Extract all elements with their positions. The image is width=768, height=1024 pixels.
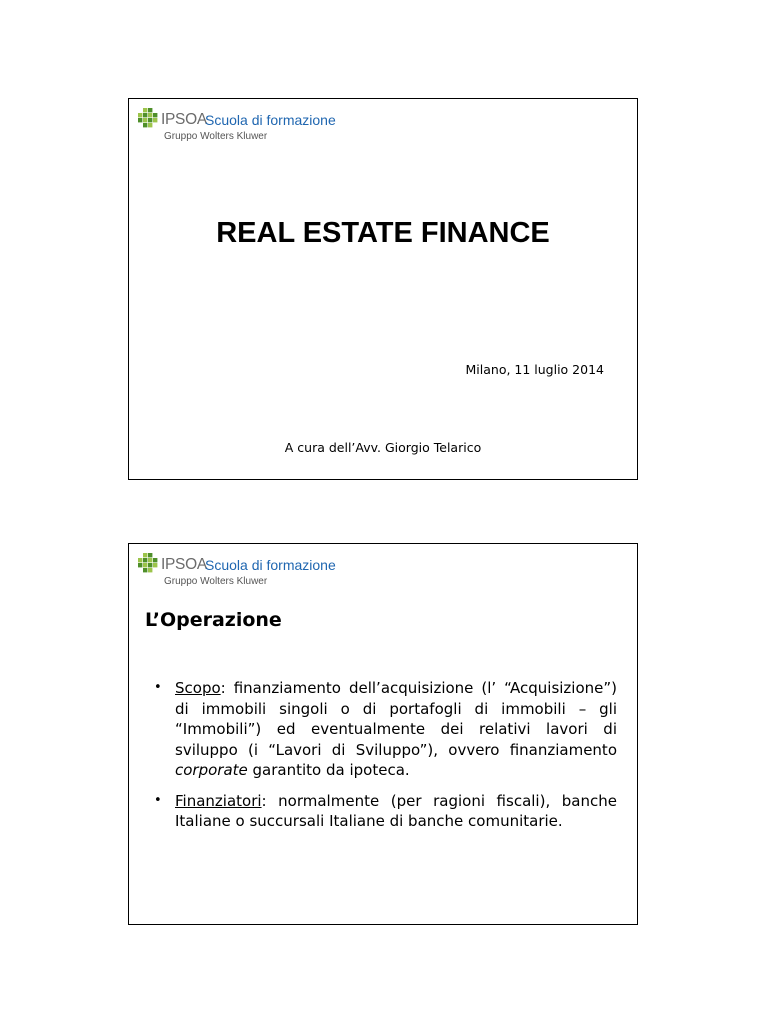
logo-mosaic-tile <box>148 118 152 122</box>
bullet-icon: • <box>154 792 162 808</box>
logo-mosaic-tile <box>143 568 147 572</box>
logo-mosaic-tile <box>138 113 142 117</box>
presentation-date: Milano, 11 luglio 2014 <box>465 362 604 377</box>
bullet-item-scopo <box>151 678 617 781</box>
presentation-author: A cura dell’Avv. Giorgio Telarico <box>284 440 482 455</box>
bullet-item-finanziatori <box>151 791 617 832</box>
wolters-kluwer-mark-icon <box>137 107 159 129</box>
slide-title-page <box>128 98 638 480</box>
logo-mosaic-tile <box>138 558 142 562</box>
bullet-text: : normalmente (per ragioni fiscali), banche Italiane o succursali Italiane di banche comunitarie. <box>175 791 617 830</box>
logo-subtitle: Scuola di formazione <box>205 557 336 573</box>
logo-mosaic-tile <box>138 563 142 567</box>
logo-group: Gruppo Wolters Kluwer <box>164 131 268 142</box>
bullet-text-end: garantito da ipoteca. <box>247 761 410 779</box>
logo-mosaic-tile <box>143 558 147 562</box>
logo-mosaic-tile <box>153 563 157 567</box>
logo-mosaic-tile <box>138 118 142 122</box>
logo-mosaic-tile <box>148 553 152 557</box>
logo-mosaic-tile <box>143 553 147 557</box>
logo-mosaic-tile <box>143 563 147 567</box>
logo-mosaic-tile <box>148 113 152 117</box>
bullet-icon: • <box>154 680 162 695</box>
bullet-term: Scopo <box>175 679 221 697</box>
logo-mosaic-tile <box>143 123 147 127</box>
logo-group: Gruppo Wolters Kluwer <box>164 576 268 587</box>
section-heading: L’Operazione <box>145 609 282 631</box>
logo-mosaic-tile <box>148 568 152 572</box>
logo-mosaic-tile <box>143 118 147 122</box>
presentation-title: REAL ESTATE FINANCE <box>216 217 550 249</box>
logo-mosaic-tile <box>148 123 152 127</box>
logo-subtitle: Scuola di formazione <box>205 112 336 128</box>
logo-mosaic-tile <box>153 558 157 562</box>
ipsoa-logo <box>137 107 337 143</box>
logo-mosaic-tile <box>153 113 157 117</box>
bullet-term: Finanziatori <box>175 791 262 810</box>
bullet-text: : finanziamento dell’acquisizione (l’ “Acquisizione”) di immobili singoli o di portafogli di immobili – gli “Immobili”) ed eventualmente dei relativi lavori di sviluppo (i “Lavori di Sviluppo”), ovvero finanziamento <box>175 679 617 759</box>
logo-mosaic-tile <box>153 118 157 122</box>
logo-mosaic-tile <box>148 108 152 112</box>
bullet-emphasis: corporate <box>175 761 248 779</box>
logo-mosaic-tile <box>143 113 147 117</box>
logo-mosaic-tile <box>148 558 152 562</box>
logo-mosaic-tile <box>148 563 152 567</box>
ipsoa-logo <box>137 552 337 588</box>
logo-mosaic-tile <box>143 108 147 112</box>
wolters-kluwer-mark-icon <box>137 552 159 574</box>
slide-operazione <box>128 543 638 925</box>
logo-name: IPSOA <box>161 111 207 128</box>
logo-name: IPSOA <box>161 556 207 573</box>
bullet-list <box>151 678 617 842</box>
